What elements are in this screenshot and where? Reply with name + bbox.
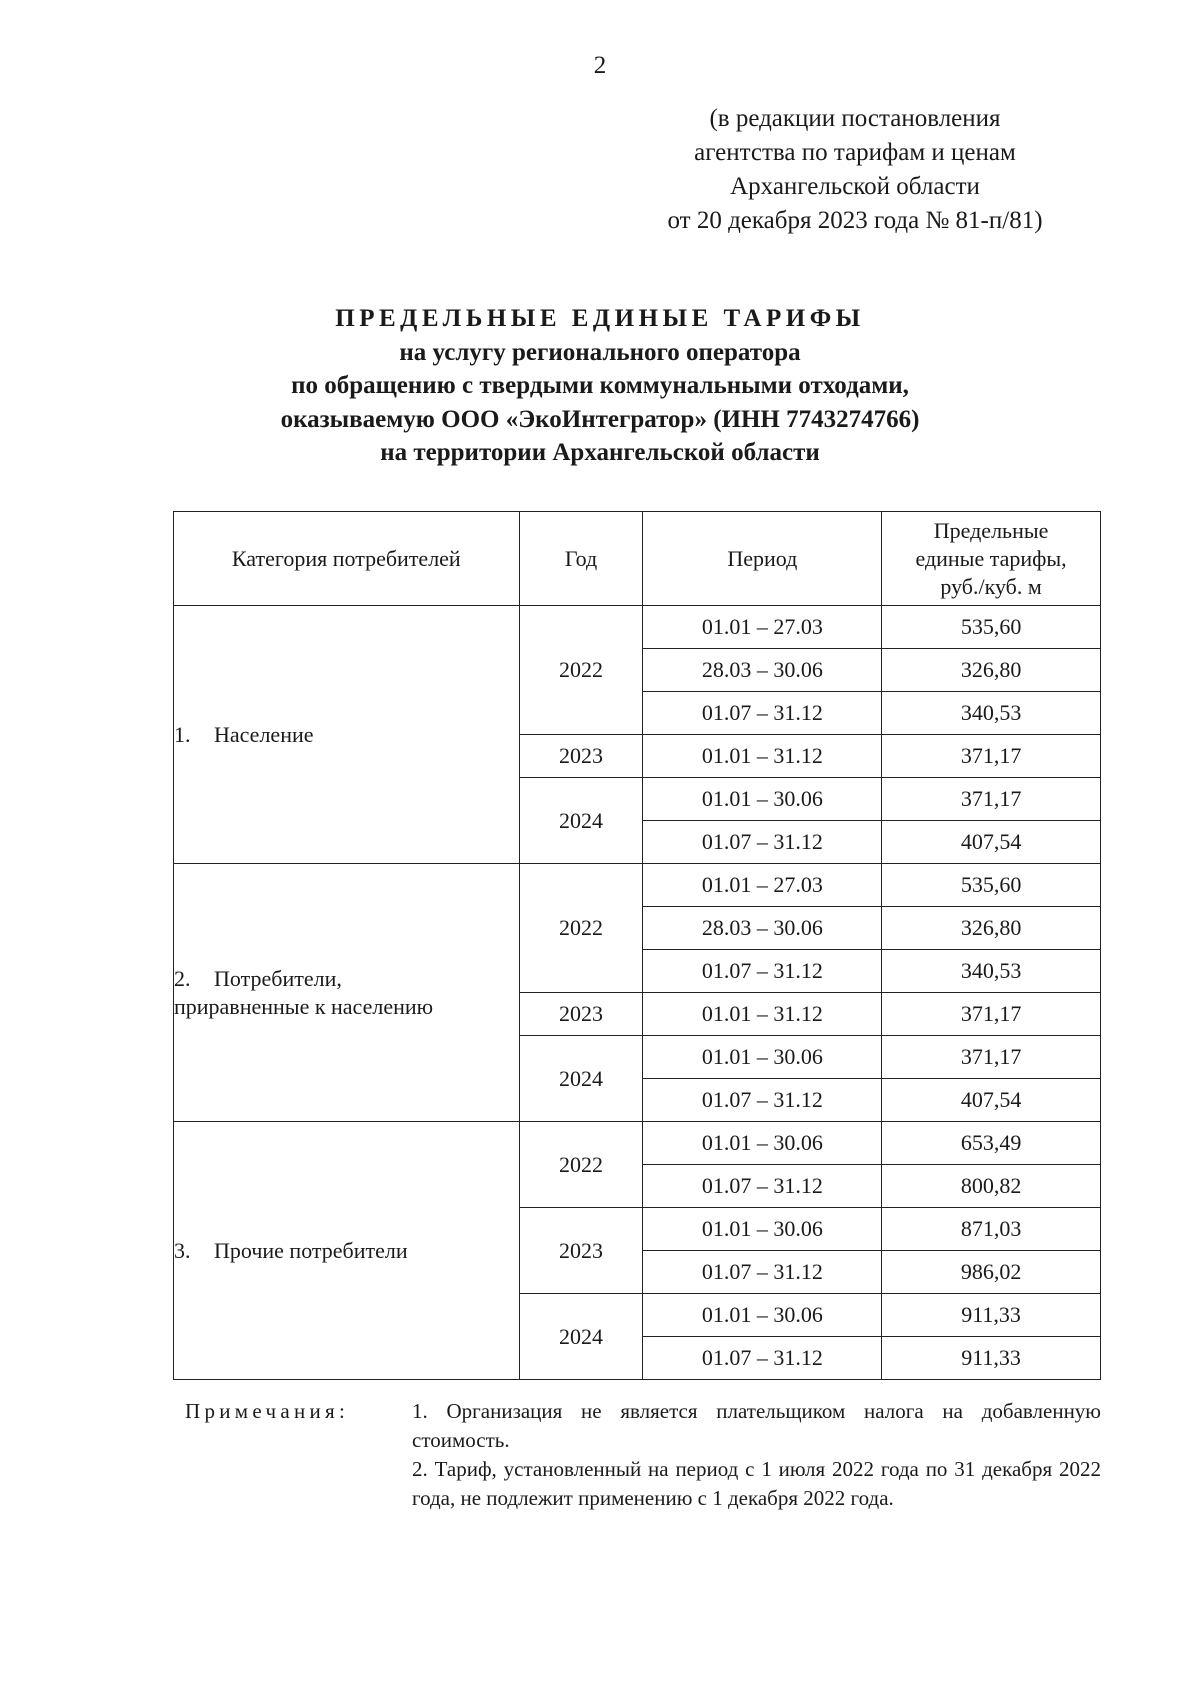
tariff-cell: 911,33 [882, 1294, 1101, 1337]
year-cell: 2022 [519, 606, 643, 735]
period-cell: 01.07 – 31.12 [643, 821, 882, 864]
note-item: 2. Тариф, установленный на период с 1 июля 2022 года по 31 декабря 2022 года, не подлежит применению с 1 декабря 2022 года. [412, 1457, 1101, 1510]
title-line: на территории Архангельской области [380, 439, 820, 466]
tariff-cell: 326,80 [882, 907, 1101, 950]
year-cell: 2023 [519, 993, 643, 1036]
tariff-cell: 371,17 [882, 1036, 1101, 1079]
period-cell: 01.01 – 31.12 [643, 993, 882, 1036]
tariff-cell: 911,33 [882, 1337, 1101, 1380]
period-cell: 01.01 – 30.06 [643, 1036, 882, 1079]
period-cell: 01.01 – 30.06 [643, 1294, 882, 1337]
revision-line: агентства по тарифам и ценам [694, 139, 1016, 166]
year-cell: 2022 [519, 1122, 643, 1208]
category-name: Население [214, 721, 314, 747]
revision-note [625, 102, 1085, 238]
tariff-cell: 326,80 [882, 649, 1101, 692]
page-number: 2 [593, 52, 607, 79]
period-cell: 01.01 – 27.03 [643, 864, 882, 907]
category-cell [174, 1122, 520, 1380]
period-cell: 01.01 – 30.06 [643, 778, 882, 821]
period-cell: 01.07 – 31.12 [643, 1251, 882, 1294]
header-tariff-line: руб./куб. м [940, 573, 1042, 599]
year-cell: 2024 [519, 1294, 643, 1380]
period-cell: 01.01 – 27.03 [643, 606, 882, 649]
notes-label: Примечания: [185, 1399, 350, 1423]
year-cell: 2022 [519, 864, 643, 993]
period-cell: 01.07 – 31.12 [643, 1337, 882, 1380]
header-period: Период [643, 512, 882, 606]
period-cell: 01.07 – 31.12 [643, 692, 882, 735]
header-year: Год [519, 512, 643, 606]
table-header-row [174, 512, 1101, 606]
category-number: 3. [174, 1237, 191, 1263]
tariff-cell: 535,60 [882, 864, 1101, 907]
title-main: ПРЕДЕЛЬНЫЕ ЕДИНЫЕ ТАРИФЫ [335, 305, 865, 332]
title-line: оказываемую ООО «ЭкоИнтегратор» (ИНН 7743274766) [280, 405, 920, 433]
category-number: 2. [174, 965, 191, 991]
period-cell: 28.03 – 30.06 [643, 649, 882, 692]
period-cell: 01.01 – 31.12 [643, 735, 882, 778]
period-cell: 01.07 – 31.12 [643, 1165, 882, 1208]
tariff-cell: 340,53 [882, 692, 1101, 735]
revision-line: от 20 декабря 2023 года № 81-п/81) [667, 207, 1043, 234]
table-row [174, 864, 1101, 907]
year-cell: 2024 [519, 1036, 643, 1122]
category-name: Потребители, [214, 965, 342, 991]
notes-body [412, 1397, 1101, 1513]
table-row [174, 606, 1101, 649]
title-line: на услугу регионального оператора [399, 338, 801, 366]
tariff-cell: 340,53 [882, 950, 1101, 993]
category-name: Прочие потребители [214, 1237, 408, 1263]
tariff-cell: 371,17 [882, 735, 1101, 778]
year-cell: 2023 [519, 735, 643, 778]
tariff-cell: 800,82 [882, 1165, 1101, 1208]
period-cell: 28.03 – 30.06 [643, 907, 882, 950]
title-line: по обращению с твердыми коммунальными отходами, [291, 372, 909, 399]
category-name-cont: приравненные к населению [174, 993, 434, 1019]
year-cell: 2024 [519, 778, 643, 864]
header-tariff-line: Предельные [933, 517, 1049, 543]
period-cell: 01.01 – 30.06 [643, 1208, 882, 1251]
tariff-cell: 371,17 [882, 778, 1101, 821]
tariffs-table [173, 511, 1101, 1380]
category-number: 1. [174, 721, 191, 747]
tariff-cell: 653,49 [882, 1122, 1101, 1165]
category-cell [174, 606, 520, 864]
tariff-cell: 371,17 [882, 993, 1101, 1036]
tariff-cell: 407,54 [882, 821, 1101, 864]
tariff-cell: 535,60 [882, 606, 1101, 649]
tariff-cell: 871,03 [882, 1208, 1101, 1251]
period-cell: 01.07 – 31.12 [643, 950, 882, 993]
period-cell: 01.01 – 30.06 [643, 1122, 882, 1165]
header-tariff [882, 512, 1101, 606]
year-cell: 2023 [519, 1208, 643, 1294]
table-row [174, 1122, 1101, 1165]
header-category: Категория потребителей [174, 512, 520, 606]
header-tariff-line: единые тарифы, [915, 545, 1067, 571]
period-cell: 01.07 – 31.12 [643, 1079, 882, 1122]
revision-line: (в редакции постановления [709, 105, 1001, 132]
tariff-cell: 407,54 [882, 1079, 1101, 1122]
note-item: 1. Организация не является плательщиком налога на добавленную стоимость. [412, 1399, 1101, 1452]
category-cell [174, 864, 520, 1122]
document-title [120, 302, 1080, 470]
tariff-cell: 986,02 [882, 1251, 1101, 1294]
revision-line: Архангельской области [730, 173, 980, 200]
